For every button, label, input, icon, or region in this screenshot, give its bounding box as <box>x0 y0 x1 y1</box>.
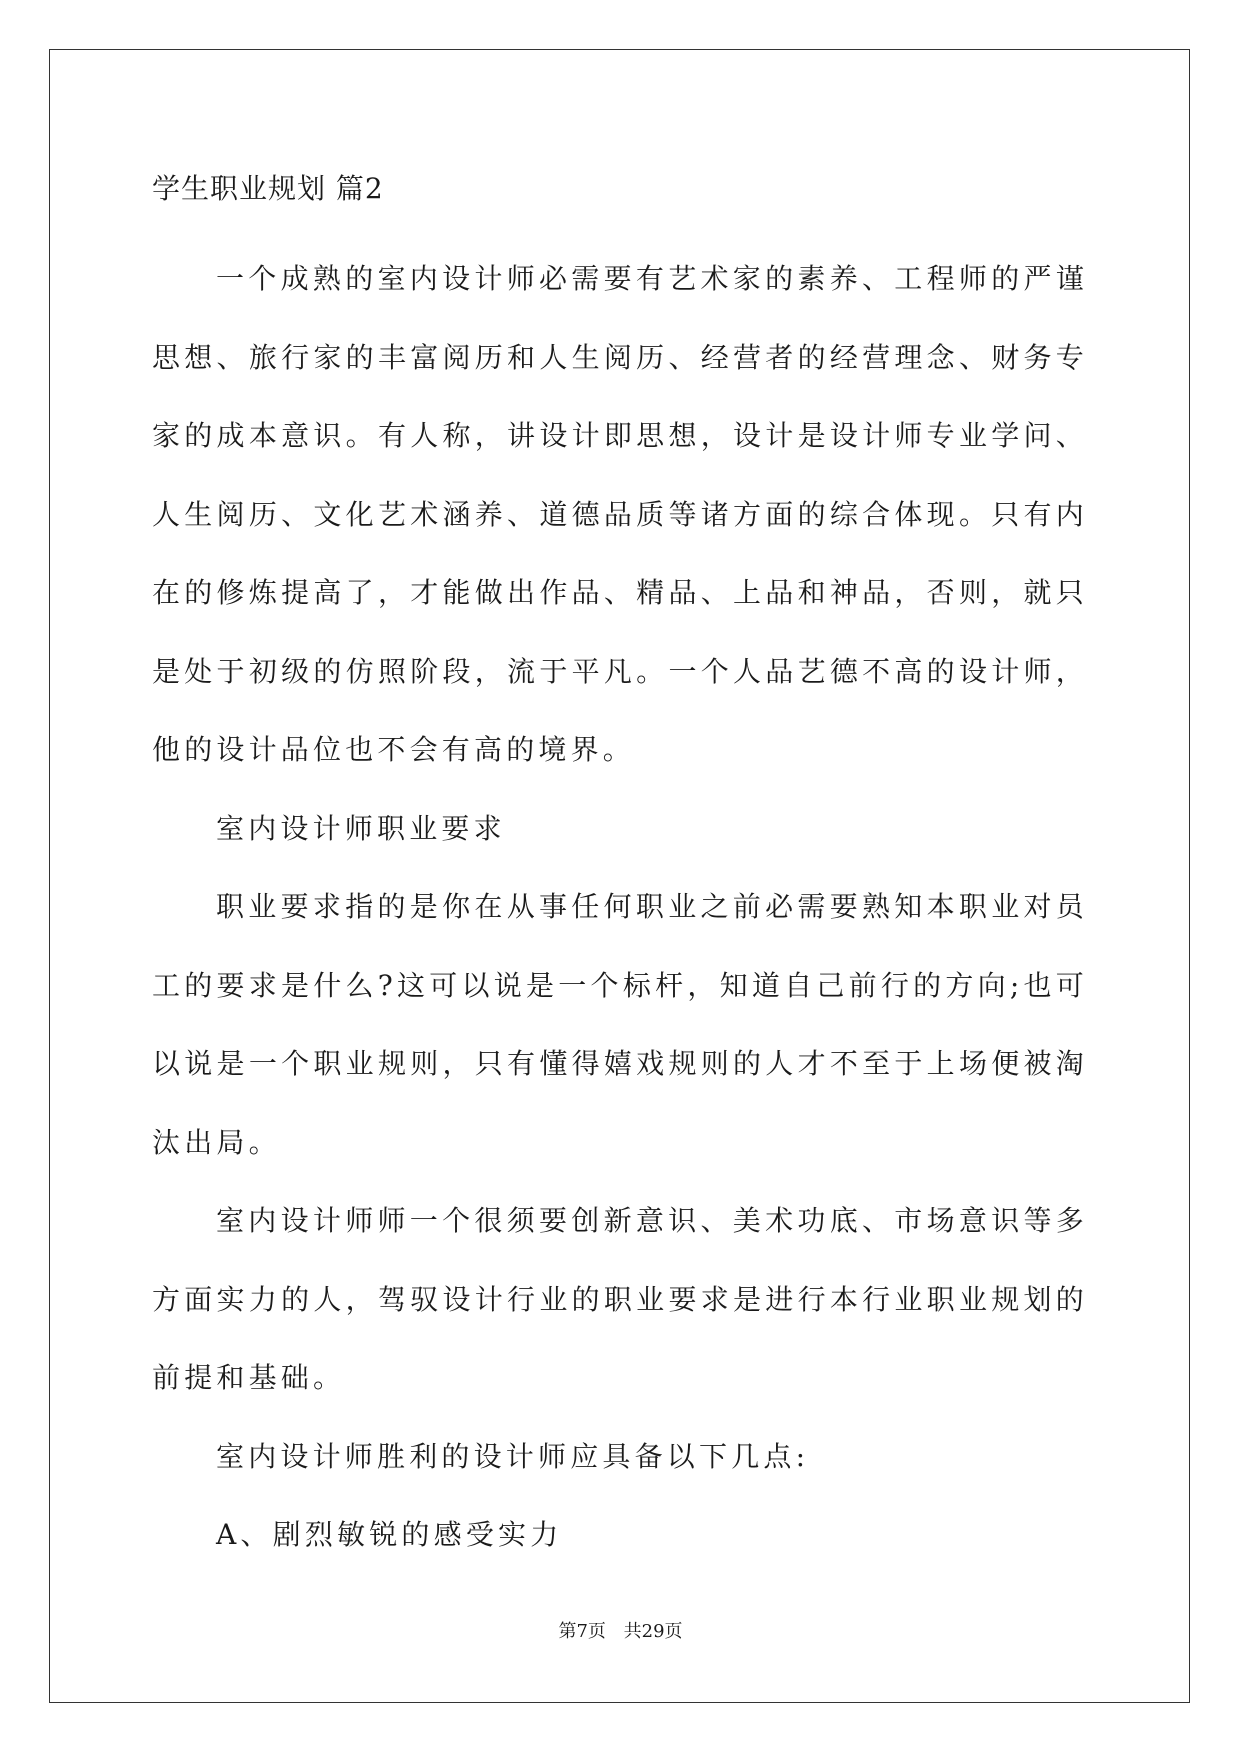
paragraph-list-intro: 室内设计师胜利的设计师应具备以下几点: <box>216 1439 810 1473</box>
section-heading: 学生职业规划 篇2 <box>152 172 384 205</box>
paragraph-requirements: 职业要求指的是你在从事任何职业之前必需要熟知本职业对员工的要求是什么?这可以说是一个标杆，知道自己前行的方向;也可以说是一个职业规则，只有懂得嬉戏规则的人才不至于上场便被淘汰出局。 <box>152 890 1088 1159</box>
document-body <box>152 166 1088 1575</box>
paragraph-intro: 一个成熟的室内设计师必需要有艺术家的素养、工程师的严谨思想、旅行家的丰富阅历和人生阅历、经营者的经营理念、财务专家的成本意识。有人称，讲设计即思想，设计是设计师专业学问、人生阅历、文化艺术涵养、道德品质等诸方面的综合体现。只有内在的修炼提高了，才能做出作品、精品、上品和神品，否则，就只是处于初级的仿照阶段，流于平凡。一个人品艺德不高的设计师，他的设计品位也不会有高的境界。 <box>152 262 1088 766</box>
subheading-requirements: 室内设计师职业要求 <box>216 811 506 845</box>
page-footer <box>0 1620 1241 1644</box>
page-number-total: 共29页 <box>623 1621 683 1642</box>
page-number-current: 第7页 <box>558 1621 606 1642</box>
paragraph-abilities: 室内设计师师一个很须要创新意识、美术功底、市场意识等多方面实力的人，驾驭设计行业的职业要求是进行本行业职业规划的前提和基础。 <box>152 1204 1088 1394</box>
list-item-a: A、剧烈敏锐的感受实力 <box>216 1518 563 1551</box>
